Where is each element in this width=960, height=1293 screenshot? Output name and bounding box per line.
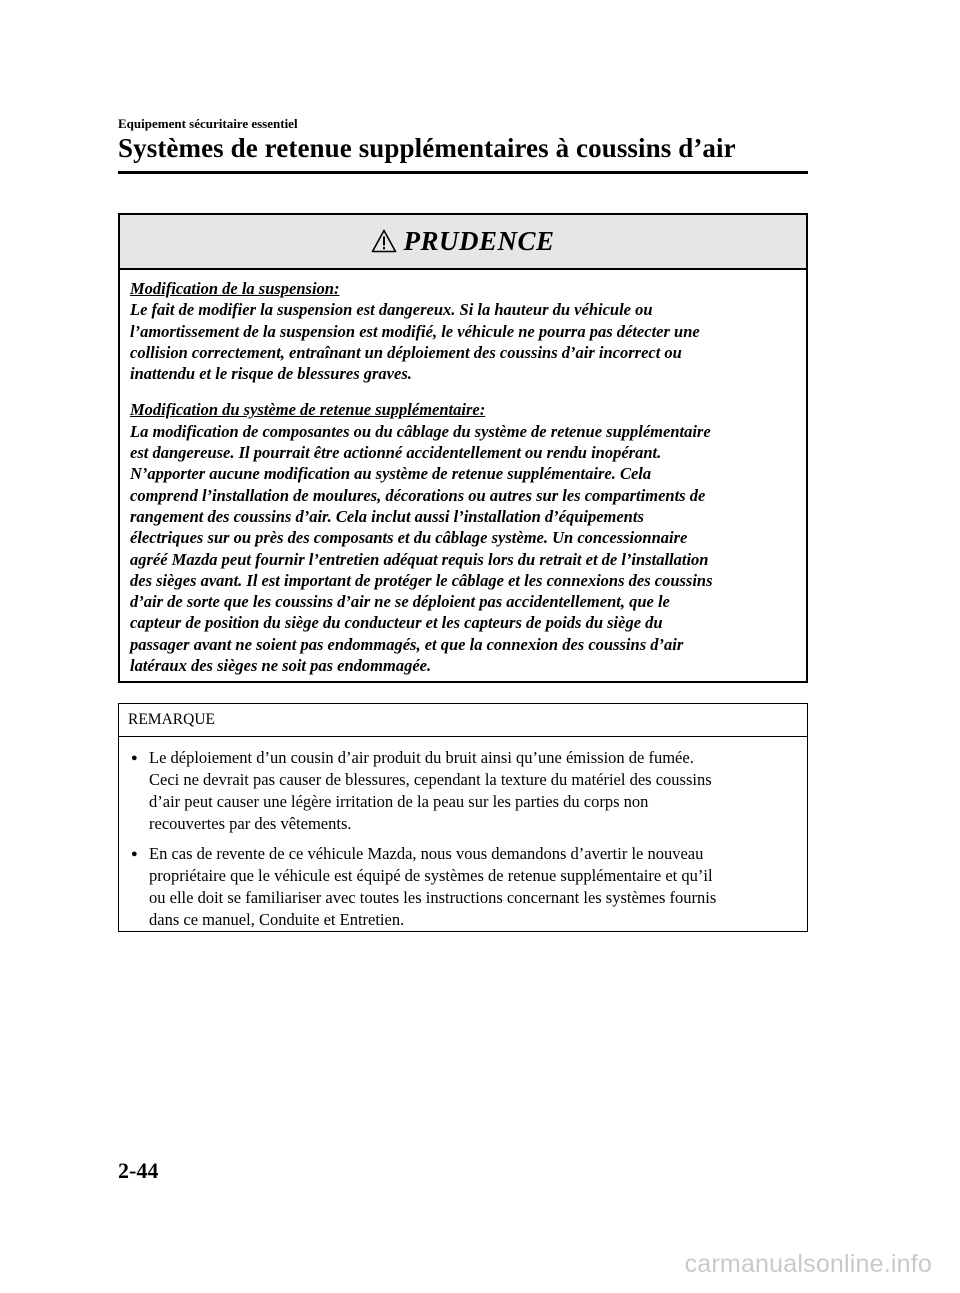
caution-line: électriques sur ou près des composants et du câblage système. Un concessionnaire xyxy=(130,528,688,548)
caution-line: inattendu et le risque de blessures graves. xyxy=(130,364,412,384)
section-label: Equipement sécuritaire essentiel xyxy=(118,116,298,131)
note-line: d’air peut causer une légère irritation de la peau sur les parties du corps non xyxy=(149,792,649,811)
note-line: Le déploiement d’un cousin d’air produit du bruit ainsi qu’une émission de fumée. xyxy=(149,748,694,767)
note-item-text xyxy=(149,843,716,931)
caution-line: agréé Mazda peut fournir l’entretien adéquat requis lors du retrait et de l’installation xyxy=(130,549,709,569)
caution-line: collision correctement, entraînant un déploiement des coussins d’air incorrect ou xyxy=(130,342,682,362)
caution-line: latéraux des sièges ne soit pas endommagée. xyxy=(130,656,432,676)
note-header: REMARQUE xyxy=(119,704,807,737)
note-list xyxy=(119,737,807,931)
warning-triangle-icon xyxy=(371,229,397,253)
note-line: ou elle doit se familiariser avec toutes les instructions concernant les systèmes fournis xyxy=(149,888,717,907)
note-item xyxy=(131,747,799,835)
caution-line: l’amortissement de la suspension est modifié, le véhicule ne pourra pas détecter une xyxy=(130,321,700,341)
caution-line: passager avant ne soient pas endommagés, et que la connexion des coussins d’air xyxy=(130,634,684,654)
title-rule xyxy=(118,171,808,174)
note-line: propriétaire que le véhicule est équipé de systèmes de retenue supplémentaire et qu’il xyxy=(149,866,713,885)
note-line: En cas de revente de ce véhicule Mazda, nous vous demandons d’avertir le nouveau xyxy=(149,844,704,863)
bullet-icon: ● xyxy=(131,848,138,860)
note-item-text xyxy=(149,747,712,835)
watermark[interactable]: carmanualsonline.info xyxy=(684,1250,932,1278)
caution-title: PRUDENCE xyxy=(403,226,555,256)
caution-line: rangement des coussins d’air. Cela inclut aussi l’installation d’équipements xyxy=(130,506,644,526)
caution-line: N’apporter aucune modification au système de retenue supplémentaire. Cela xyxy=(130,464,652,484)
page-number: 2-44 xyxy=(118,1158,159,1183)
note-line: recouvertes par des vêtements. xyxy=(149,814,352,833)
caution-line: comprend l’installation de moulures, décorations ou autres sur les compartiments de xyxy=(130,485,706,505)
caution-line: capteur de position du siège du conducteur et les capteurs de poids du siège du xyxy=(130,613,663,633)
note-line: Ceci ne devrait pas causer de blessures, cependant la texture du matériel des coussins xyxy=(149,770,712,789)
caution-line: est dangereuse. Il pourrait être actionné accidentellement ou rendu inopérant. xyxy=(130,443,662,463)
caution-line: Le fait de modifier la suspension est dangereux. Si la hauteur du véhicule ou xyxy=(130,300,653,320)
caution-body xyxy=(120,270,806,676)
caution-heading-suspension: Modification de la suspension: xyxy=(130,279,340,298)
note-line: dans ce manuel, Conduite et Entretien. xyxy=(149,910,405,929)
page-title: Systèmes de retenue supplémentaires à coussins d’air xyxy=(118,133,736,163)
bullet-icon: ● xyxy=(131,752,138,764)
caution-line: La modification de composantes ou du câblage du système de retenue supplémentaire xyxy=(130,421,711,441)
caution-box xyxy=(118,213,808,683)
caution-heading-srs: Modification du système de retenue supplémentaire: xyxy=(130,400,486,420)
caution-line: des sièges avant. Il est important de protéger le câblage et les connexions des coussins xyxy=(130,570,713,590)
caution-header xyxy=(120,215,806,270)
note-item xyxy=(131,843,799,931)
note-box xyxy=(118,703,808,932)
caution-line: d’air de sorte que les coussins d’air ne se déploient pas accidentellement, que le xyxy=(130,592,670,612)
